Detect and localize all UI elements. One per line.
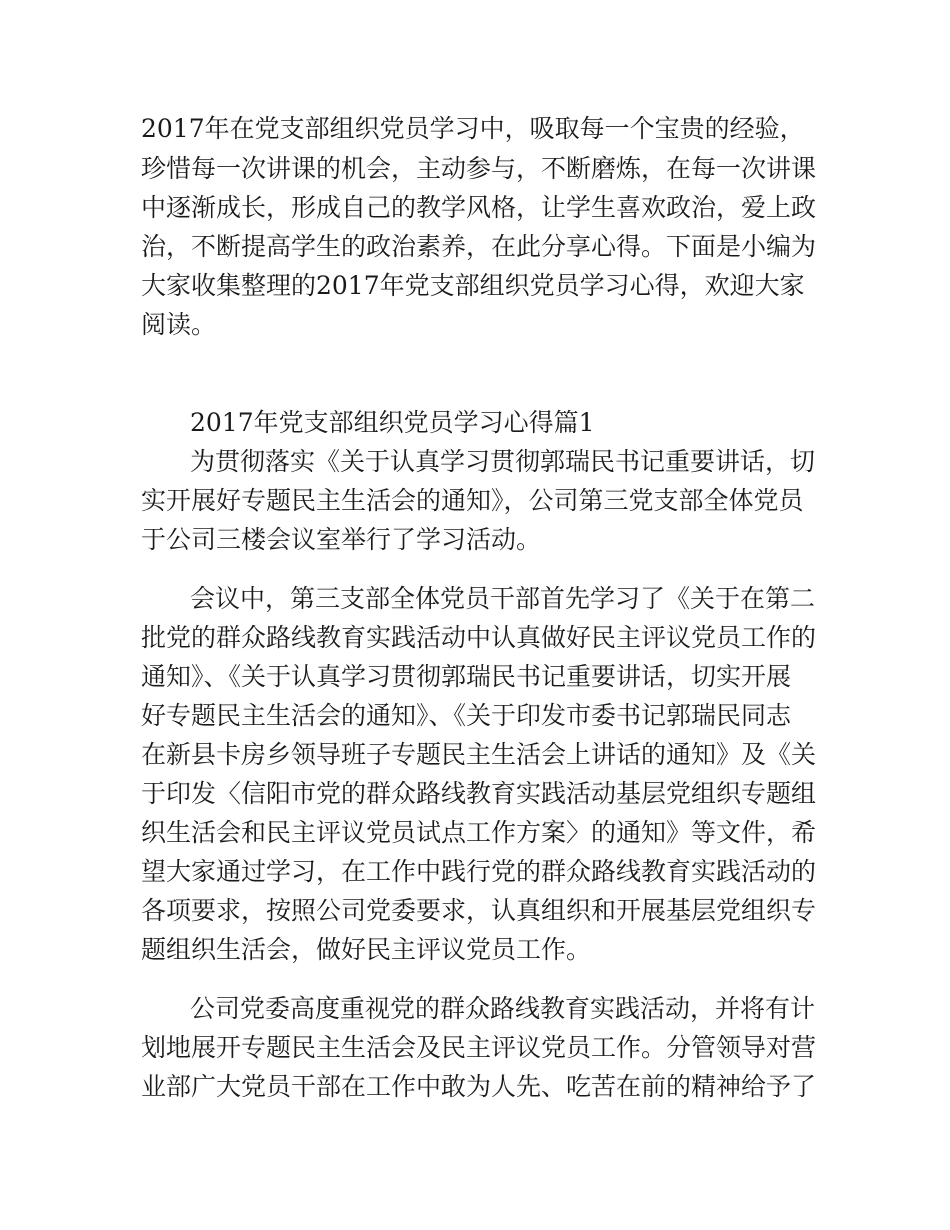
- intro-line-4: 治，不断提高学生的政治素养，在此分享心得。下面是小编为: [141, 232, 817, 261]
- para3-line-2: 划地展开专题民主生活会及民主评议党员工作。分管领导对营: [141, 1033, 817, 1062]
- para2-line-5: 在新县卡房乡领导班子专题民主生活会上讲话的通知》及《关: [141, 740, 817, 769]
- para2-line-1: 会议中，第三支部全体党员干部首先学习了《关于在第二: [190, 584, 816, 613]
- para2-line-7: 织生活会和民主评议党员试点工作方案〉的通知》等文件，希: [141, 818, 817, 847]
- para1-line-2: 实开展好专题民主生活会的通知》，公司第三党支部全体党员: [141, 486, 804, 515]
- section-heading: 2017年党支部组织党员学习心得篇1: [190, 408, 595, 437]
- para2-line-6: 于印发〈信阳市党的群众路线教育实践活动基层党组织专题组: [141, 779, 817, 808]
- para3-line-1: 公司党委高度重视党的群众路线教育实践活动，并将有计: [190, 994, 816, 1023]
- para2-line-2: 批党的群众路线教育实践活动中认真做好民主评议党员工作的: [141, 623, 817, 652]
- para2-line-9: 各项要求，按照公司党委要求，认真组织和开展基层党组织专: [141, 896, 817, 925]
- para1-line-3: 于公司三楼会议室举行了学习活动。: [141, 525, 542, 554]
- para2-line-3: 通知》、《关于认真学习贯彻郭瑞民书记重要讲话，切实开展: [141, 662, 792, 691]
- para2-line-8: 望大家通过学习，在工作中践行党的群众路线教育实践活动的: [141, 857, 817, 886]
- intro-line-5: 大家收集整理的2017年党支部组织党员学习心得，欢迎大家: [141, 271, 805, 300]
- para2-line-4: 好专题民主生活会的通知》、《关于印发市委书记郭瑞民同志: [141, 701, 792, 730]
- para1-line-1: 为贯彻落实《关于认真学习贯彻郭瑞民书记重要讲话，切: [190, 447, 816, 476]
- intro-line-3: 中逐渐成长，形成自己的教学风格，让学生喜欢政治，爱上政: [141, 193, 817, 222]
- intro-line-1: 2017年在党支部组织党员学习中，吸取每一个宝贵的经验，: [141, 114, 805, 143]
- intro-line-2: 珍惜每一次讲课的机会，主动参与，不断磨炼，在每一次讲课: [141, 154, 817, 183]
- para2-line-10: 题组织生活会，做好民主评议党员工作。: [141, 935, 592, 964]
- para3-line-3: 业部广大党员干部在工作中敢为人先、吃苦在前的精神给予了: [141, 1072, 817, 1101]
- intro-line-6: 阅读。: [141, 310, 217, 339]
